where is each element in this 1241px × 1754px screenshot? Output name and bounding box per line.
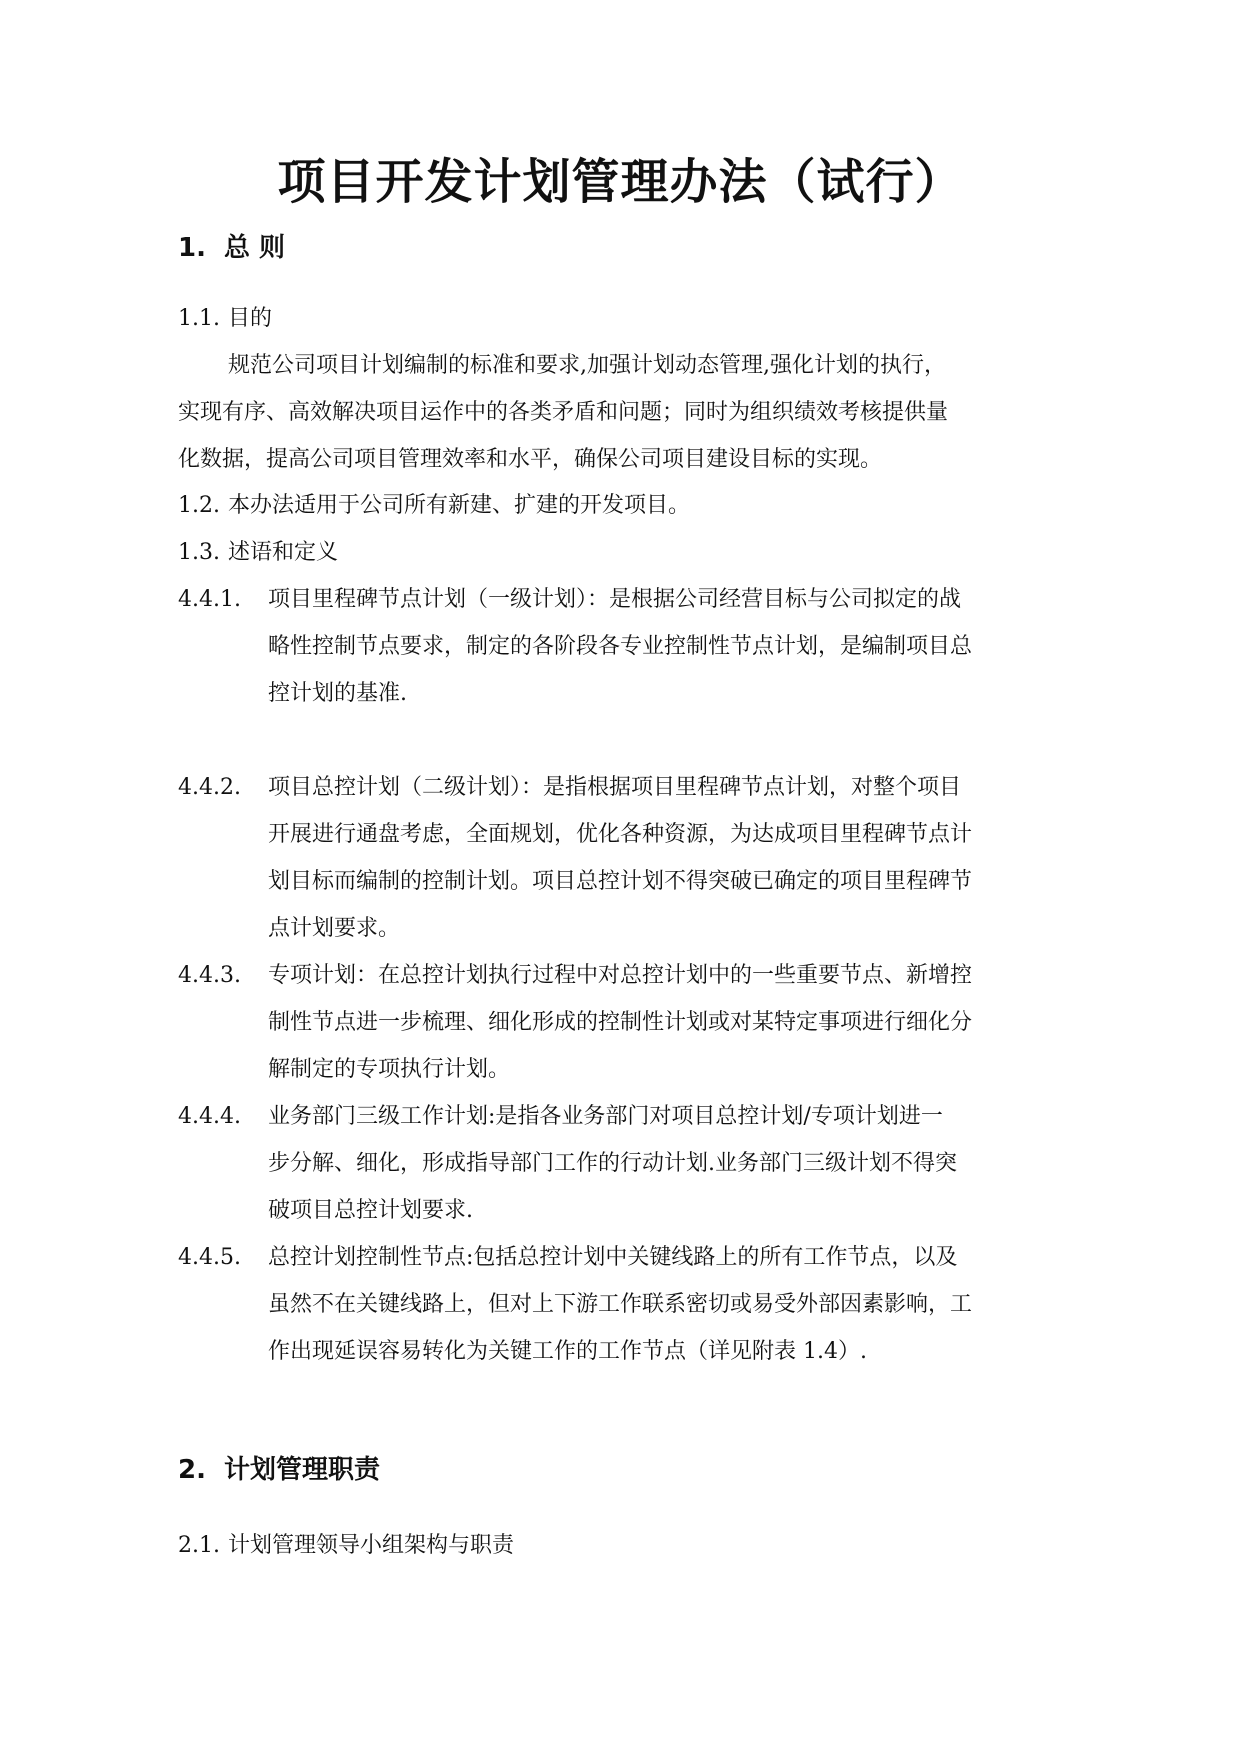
subsection-title: 本办法适用于公司所有新建、扩建的开发项目。 bbox=[227, 493, 690, 518]
subsection-1-3 bbox=[178, 538, 338, 568]
purpose-line: 化数据，提高公司项目管理效率和水平，确保公司项目建设目标的实现。 bbox=[178, 447, 883, 472]
subsection-number: 2.1. bbox=[178, 1533, 220, 1558]
definition-line: 总控计划控制性节点:包括总控计划中关键线路上的所有工作节点，以及 bbox=[268, 1245, 958, 1270]
section-number: 2. bbox=[178, 1455, 206, 1485]
subsection-1-1 bbox=[178, 304, 272, 334]
definition-line: 虽然不在关键线路上，但对上下游工作联系密切或易受外部因素影响，工 bbox=[268, 1292, 973, 1317]
subsection-2-1 bbox=[178, 1531, 514, 1561]
definition-line: 划目标而编制的控制计划。项目总控计划不得突破已确定的项目里程碑节 bbox=[268, 869, 973, 894]
subsection-number: 1.3. bbox=[178, 540, 220, 565]
definition-line: 点计划要求。 bbox=[268, 916, 401, 941]
purpose-line: 实现有序、高效解决项目运作中的各类矛盾和问题；同时为组织绩效考核提供量 bbox=[178, 400, 949, 425]
definition-line: 步分解、细化，形成指导部门工作的行动计划.业务部门三级计划不得突 bbox=[268, 1151, 957, 1176]
section-heading-2 bbox=[178, 1452, 380, 1488]
definition-number: 4.4.1. bbox=[178, 587, 241, 612]
section-title: 计划管理职责 bbox=[223, 1455, 380, 1485]
section-heading-1 bbox=[178, 230, 285, 266]
definition-line: 项目总控计划（二级计划）：是指根据项目里程碑节点计划，对整个项目 bbox=[268, 775, 962, 800]
subsection-title: 计划管理领导小组架构与职责 bbox=[227, 1533, 514, 1558]
subsection-title: 目的 bbox=[227, 306, 272, 331]
definition-number: 4.4.2. bbox=[178, 775, 241, 800]
definition-number: 4.4.4. bbox=[178, 1104, 241, 1129]
definition-number: 4.4.5. bbox=[178, 1245, 241, 1270]
definition-line: 控计划的基准. bbox=[268, 681, 407, 706]
definition-line: 略性控制节点要求，制定的各阶段各专业控制性节点计划，是编制项目总 bbox=[268, 634, 973, 659]
document-title: 项目开发计划管理办法（试行） bbox=[277, 154, 964, 210]
subsection-number: 1.2. bbox=[178, 493, 220, 518]
definition-line: 破项目总控计划要求. bbox=[268, 1198, 473, 1223]
subsection-number: 1.1. bbox=[178, 306, 220, 331]
definition-line: 作出现延误容易转化为关键工作的工作节点（详见附表 1.4）. bbox=[268, 1339, 867, 1364]
definition-number: 4.4.3. bbox=[178, 963, 241, 988]
purpose-line: 规范公司项目计划编制的标准和要求,加强计划动态管理,强化计划的执行， bbox=[228, 353, 946, 378]
definition-line: 解制定的专项执行计划。 bbox=[268, 1057, 511, 1082]
definition-line: 专项计划：在总控计划执行过程中对总控计划中的一些重要节点、新增控 bbox=[268, 963, 973, 988]
definition-line: 业务部门三级工作计划:是指各业务部门对项目总控计划/专项计划进一 bbox=[268, 1104, 943, 1129]
subsection-title: 述语和定义 bbox=[227, 540, 338, 565]
definition-line: 制性节点进一步梳理、细化形成的控制性计划或对某特定事项进行细化分 bbox=[268, 1010, 973, 1035]
definition-line: 开展进行通盘考虑，全面规划，优化各种资源，为达成项目里程碑节点计 bbox=[268, 822, 973, 847]
subsection-1-2 bbox=[178, 491, 690, 521]
definition-line: 项目里程碑节点计划（一级计划）：是根据公司经营目标与公司拟定的战 bbox=[268, 587, 962, 612]
section-title: 总 则 bbox=[223, 233, 286, 263]
section-number: 1. bbox=[178, 233, 206, 263]
